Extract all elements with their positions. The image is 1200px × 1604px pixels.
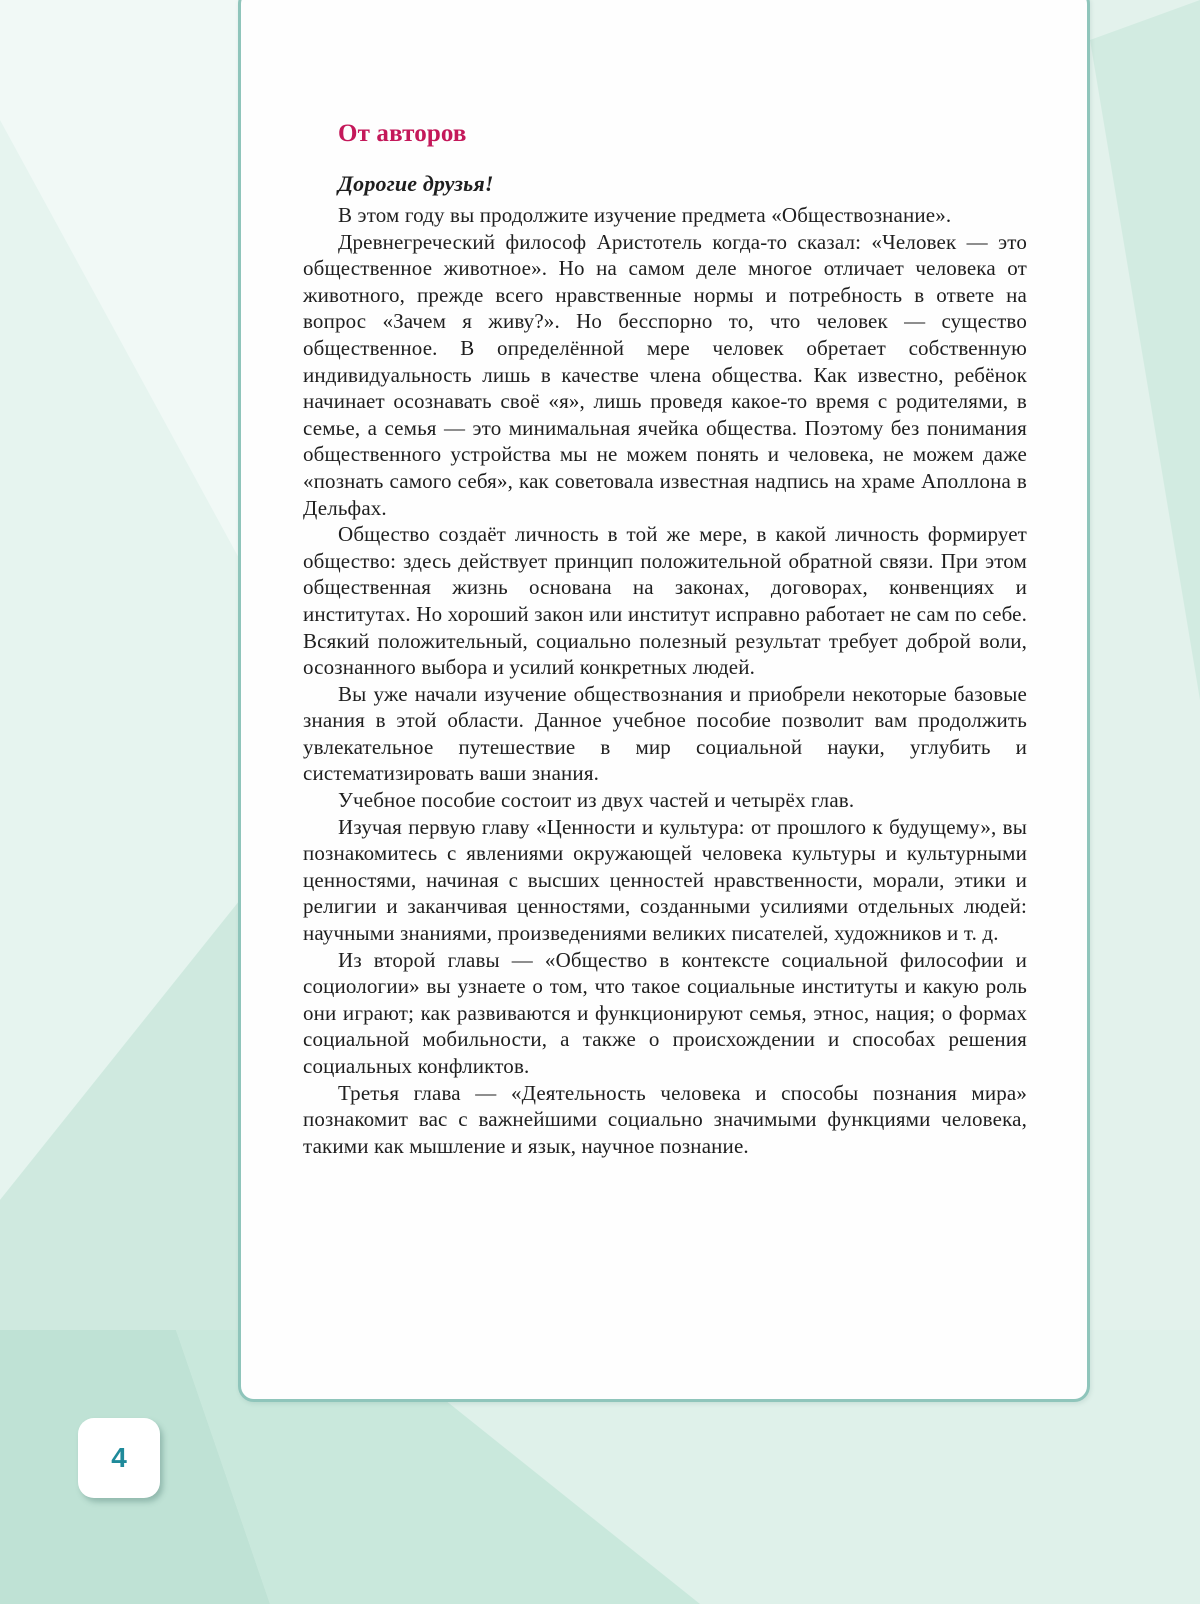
greeting: Дорогие друзья! (338, 171, 494, 196)
page-content (303, 118, 1027, 1159)
page-number-badge (78, 1418, 160, 1498)
section-heading: От авторов (338, 120, 467, 147)
paragraph-chapter-two: Из второй главы — «Общество в контексте социальной философии и социологии» вы узнаете о том, что такое социальные институты и какую роль они играют; как развиваются и функционируют семья, этнос, нация; о формах социальной мобильности, а также о происхождении и способах решения социальных конфликтов. (303, 947, 1027, 1078)
paragraph-aristotle: Древнегреческий философ Аристотель когда-то сказал: «Человек — это общественное животное». Но на самом деле многое отличает человека от животного, прежде всего нравственные нормы и потребность в ответе на вопрос «Зачем я живу?». Но бесспорно то, что человек — существо общественное. В определённой мере человек обретает собственную индивидуальность лишь в качестве члена общества. Как известно, ребёнок начинает осознавать своё «я», лишь проведя какое-то время с родителями, в семье, а семья — это минимальная ячейка общества. Поэтому без понимания общественного устройства мы не можем понять и человека, не можем даже «познать самого себя», как советовала известная надпись на храме Аполлона в Дельфах. (303, 229, 1027, 520)
paragraph-textbook: Вы уже начали изучение обществознания и приобрели некоторые базовые знания в этой области. Данное учебное пособие позволит вам продолжить увлекательное путешествие в мир социальной науки, углубить и систематизировать ваши знания. (303, 681, 1027, 786)
paragraph-society: Общество создаёт личность в той же мере, в какой личность формирует общество: здесь действует принцип положительной обратной связи. При этом общественная жизнь основана на законах, договорах, конвенциях и институтах. Но хороший закон или институт исправно работает не сам по себе. Всякий положительный, социально полезный результат требует доброй воли, осознанного выбора и усилий конкретных людей. (303, 522, 1027, 680)
paragraph-intro: В этом году вы продолжите изучение предмета «Обществознание». (338, 203, 952, 227)
paragraph-chapter-three: Третья глава — «Деятельность человека и способы познания мира» познакомит вас с важнейшими социально значимыми функциями человека, такими как мышление и язык, научное познание. (303, 1080, 1027, 1158)
page-number: 4 (111, 1442, 127, 1473)
paragraph-chapter-one: Изучая первую главу «Ценности и культура: от прошлого к будущему», вы познакомитесь с явлениями окружающей человека культуры и культурными ценностями, начиная с высших ценностей нравственности, морали, этики и религии и заканчивая ценностями, созданными усилиями отдельных людей: научными знаниями, произведениями великих писателей, художников и т. д. (303, 814, 1027, 946)
paragraph-structure: Учебное пособие состоит из двух частей и четырёх глав. (338, 788, 855, 813)
